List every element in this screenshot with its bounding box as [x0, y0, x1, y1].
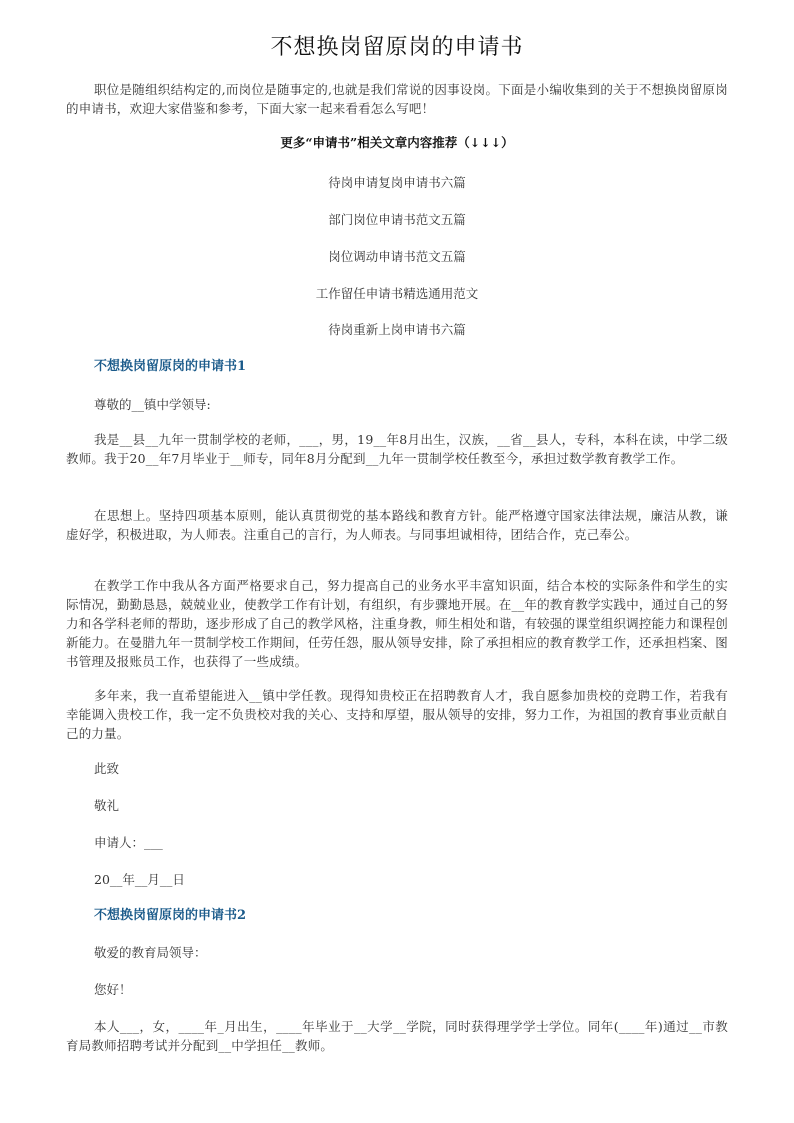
letter1-paragraph-1: 我是__县__九年一贯制学校的老师，___，男，19__年8月出生，汉族，__省__县人，专科，本科在读，中学二级教师。我于20__年7月毕业于__师专，同年8月分配到__九年一贯制学校任教至今，承担过数学教育教学工作。 — [66, 432, 728, 466]
recommend-link-1[interactable]: 待岗申请复岗申请书六篇 — [328, 175, 466, 190]
recommend-heading: 更多“申请书”相关文章内容推荐（↓↓↓） — [280, 135, 514, 150]
letter2-heading: 不想换岗留原岗的申请书2 — [94, 908, 247, 923]
letter1-paragraph-4: 多年来，我一直希望能进入__镇中学任教。现得知贵校正在招聘教育人才，我自愿参加贵校的竞聘工作，若我有幸能调入贵校工作，我一定不负贵校对我的关心、支持和厚望，服从领导的安排，努力工作，为祖国的教育事业贡献自己的力量。 — [66, 688, 728, 741]
letter2-greeting: 您好！ — [94, 982, 132, 997]
intro-paragraph: 职位是随组织结构定的,而岗位是随事定的,也就是我们常说的因事设岗。下面是小编收集到的关于不想换岗留原岗的申请书，欢迎大家借鉴和参考，下面大家一起来看看怎么写吧！ — [66, 82, 728, 116]
recommend-link-4[interactable]: 工作留任申请书精选通用范文 — [315, 286, 479, 301]
letter1-heading: 不想换岗留原岗的申请书1 — [94, 359, 247, 374]
letter1-applicant: 申请人：___ — [94, 835, 163, 850]
letter1-salutation: 尊敬的__镇中学领导: — [94, 397, 211, 412]
recommend-link-2[interactable]: 部门岗位申请书范文五篇 — [328, 212, 466, 227]
letter1-closing-cizhi: 此致 — [94, 761, 120, 776]
letter2-salutation: 敬爱的教育局领导： — [94, 945, 207, 960]
letter1-paragraph-2: 在思想上。坚持四项基本原则，能认真贯彻党的基本路线和教育方针。能严格遵守国家法律法规，廉洁从教，谦虚好学，积极进取，为人师表。注重自己的言行，为人师表。与同事坦诚相待，团结合作，克己奉公。 — [66, 508, 728, 542]
letter2-paragraph-1: 本人___，女，____年_月出生，____年毕业于__大学__学院，同时获得理学学士学位。同年(____年)通过__市教育局教师招聘考试并分配到__中学担任__教师。 — [66, 1019, 728, 1053]
recommend-link-5[interactable]: 待岗重新上岗申请书六篇 — [328, 322, 466, 337]
letter1-closing-jingli: 敬礼 — [94, 798, 120, 813]
letter1-paragraph-3: 在教学工作中我从各方面严格要求自己，努力提高自己的业务水平丰富知识面，结合本校的实际条件和学生的实际情况，勤勤恳恳，兢兢业业，使教学工作有计划，有组织，有步骤地开展。在__年的教育教学实践中，通过自己的努力和各学科老师的帮助，逐步形成了自己的教学风格，注重身教，师生相处和谐，有较强的课堂组织调控能力和课程创新能力。在曼腊九年一贯制学校工作期间，任劳任怨，服从领导安排，除了承担相应的教育教学工作，还承担档案、图书管理及报账员工作，也获得了一些成绩。 — [66, 578, 728, 669]
letter1-date: 20__年__月__日 — [94, 872, 185, 887]
recommend-link-3[interactable]: 岗位调动申请书范文五篇 — [328, 249, 466, 264]
page-title: 不想换岗留原岗的申请书 — [270, 35, 524, 60]
